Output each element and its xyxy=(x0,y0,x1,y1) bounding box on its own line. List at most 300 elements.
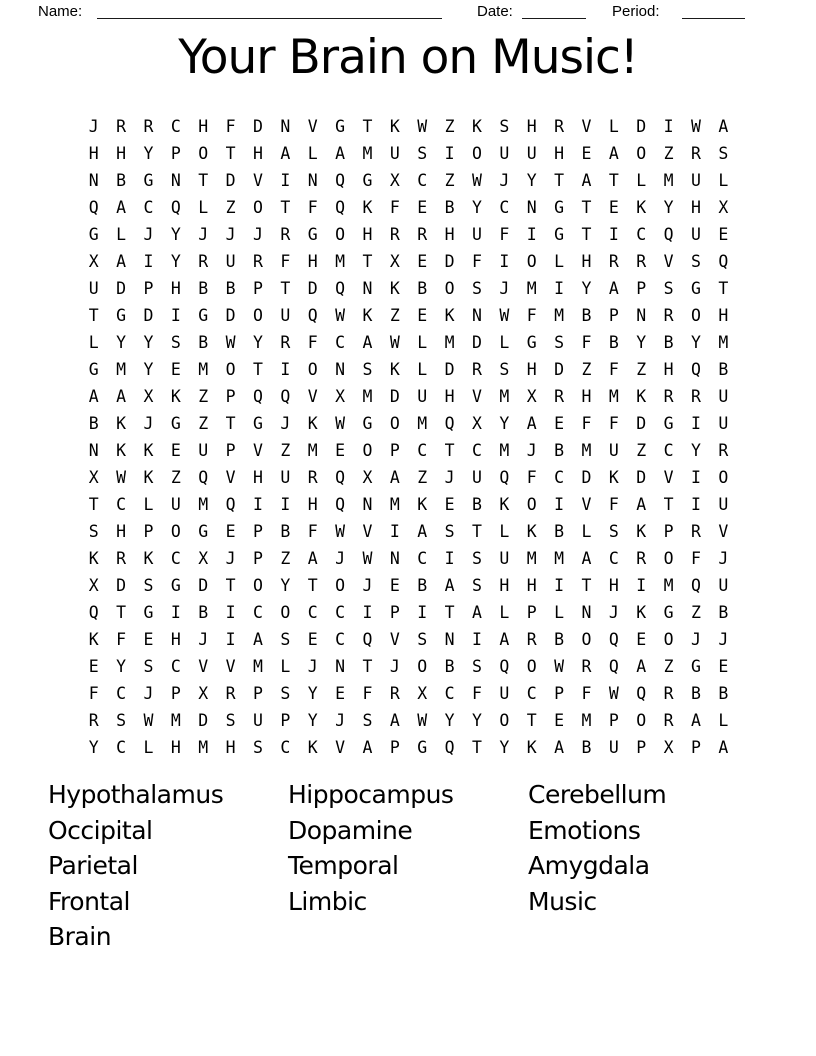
grid-letter: R xyxy=(88,711,99,730)
grid-letter: N xyxy=(335,657,346,676)
grid-letter: V xyxy=(252,171,263,190)
grid-letter: C xyxy=(471,441,482,460)
grid-letter: Q xyxy=(225,495,236,514)
grid-letter: J xyxy=(335,711,346,730)
grid-letter: Y xyxy=(88,738,99,757)
grid-letter: G xyxy=(335,117,346,136)
grid-letter: P xyxy=(225,387,236,406)
grid-letter: Y xyxy=(444,711,455,730)
grid-letter: R xyxy=(581,657,592,676)
grid-letter: V xyxy=(389,630,400,649)
grid-letter: Q xyxy=(335,171,346,190)
grid-letter: E xyxy=(335,441,346,460)
grid-letter: S xyxy=(417,144,428,163)
grid-letter: W xyxy=(389,333,400,352)
grid-letter: F xyxy=(88,684,99,703)
grid-letter: C xyxy=(143,198,154,217)
grid-letter: I xyxy=(554,576,565,595)
grid-letter: U xyxy=(608,441,619,460)
word-list-column xyxy=(48,777,223,955)
grid-letter: K xyxy=(389,117,400,136)
grid-letter: U xyxy=(389,144,400,163)
grid-letter: H xyxy=(554,144,565,163)
grid-letter: Y xyxy=(636,333,647,352)
grid-letter: U xyxy=(280,468,291,487)
grid-letter: O xyxy=(471,144,482,163)
grid-letter: T xyxy=(88,495,99,514)
grid-letter: L xyxy=(417,333,428,352)
grid-letter: H xyxy=(444,387,455,406)
grid-letter: Z xyxy=(417,468,428,487)
grid-letter: P xyxy=(252,549,263,568)
grid-letter: Q xyxy=(335,495,346,514)
grid-letter: E xyxy=(718,657,729,676)
grid-letter: F xyxy=(526,468,537,487)
grid-letter: Q xyxy=(636,684,647,703)
grid-letter: Y xyxy=(143,360,154,379)
grid-letter: B xyxy=(88,414,99,433)
grid-letter: S xyxy=(143,576,154,595)
grid-letter: M xyxy=(444,333,455,352)
grid-letter: C xyxy=(280,738,291,757)
grid-letter: X xyxy=(198,549,209,568)
grid-letter: B xyxy=(581,738,592,757)
grid-letter: H xyxy=(444,225,455,244)
grid-letter: M xyxy=(581,711,592,730)
grid-letter: J xyxy=(389,657,400,676)
grid-letter: I xyxy=(280,171,291,190)
grid-letter: J xyxy=(280,414,291,433)
grid-letter: T xyxy=(362,117,373,136)
grid-letter: G xyxy=(362,414,373,433)
grid-letter: H xyxy=(198,117,209,136)
grid-letter: I xyxy=(417,603,428,622)
grid-letter: U xyxy=(499,144,510,163)
grid-letter: W xyxy=(335,522,346,541)
grid-letter: J xyxy=(143,414,154,433)
grid-letter: J xyxy=(526,441,537,460)
grid-letter: R xyxy=(526,630,537,649)
grid-letter: S xyxy=(554,333,565,352)
grid-letter: P xyxy=(636,279,647,298)
grid-letter: I xyxy=(362,603,373,622)
grid-letter: Y xyxy=(143,144,154,163)
grid-letter: D xyxy=(444,252,455,271)
grid-letter: X xyxy=(88,468,99,487)
grid-letter: O xyxy=(636,144,647,163)
grid-letter: W xyxy=(471,171,482,190)
grid-letter: L xyxy=(718,711,729,730)
grid-letter: C xyxy=(170,549,181,568)
grid-letter: Q xyxy=(170,198,181,217)
grid-letter: F xyxy=(471,252,482,271)
grid-letter: B xyxy=(554,630,565,649)
grid-letter: O xyxy=(526,252,537,271)
grid-letter: R xyxy=(471,360,482,379)
grid-letter: V xyxy=(362,522,373,541)
grid-letter: A xyxy=(389,711,400,730)
grid-letter: R xyxy=(663,684,674,703)
grid-letter: E xyxy=(417,306,428,325)
grid-letter: I xyxy=(225,603,236,622)
grid-letter: W xyxy=(554,657,565,676)
grid-letter: G xyxy=(170,576,181,595)
grid-letter: S xyxy=(663,279,674,298)
grid-letter: P xyxy=(389,738,400,757)
grid-letter: R xyxy=(417,225,428,244)
grid-letter: U xyxy=(690,225,701,244)
grid-letter: K xyxy=(526,738,537,757)
grid-letter: V xyxy=(663,252,674,271)
word-list-item: Music xyxy=(528,886,597,916)
grid-letter: V xyxy=(307,387,318,406)
grid-letter: V xyxy=(663,468,674,487)
grid-letter: G xyxy=(417,738,428,757)
grid-letter: W xyxy=(116,468,127,487)
grid-letter: E xyxy=(170,360,181,379)
grid-letter: X xyxy=(362,468,373,487)
grid-letter: G xyxy=(88,225,99,244)
grid-letter: Q xyxy=(198,468,209,487)
grid-letter: G xyxy=(143,171,154,190)
grid-letter: C xyxy=(335,630,346,649)
word-list-item: Cerebellum xyxy=(528,780,667,809)
word-list-item: Occipital xyxy=(48,815,153,845)
grid-letter: J xyxy=(198,630,209,649)
grid-letter: F xyxy=(499,225,510,244)
grid-letter: O xyxy=(335,225,346,244)
grid-letter: V xyxy=(335,738,346,757)
grid-letter: V xyxy=(718,522,729,541)
grid-letter: Y xyxy=(663,198,674,217)
grid-letter: B xyxy=(718,684,729,703)
grid-letter: R xyxy=(116,117,127,136)
grid-letter: W xyxy=(608,684,619,703)
grid-letter: K xyxy=(636,603,647,622)
grid-letter: I xyxy=(690,495,701,514)
grid-letter: Y xyxy=(143,333,154,352)
grid-letter: S xyxy=(170,333,181,352)
grid-letter: N xyxy=(280,117,291,136)
grid-letter: T xyxy=(471,522,482,541)
grid-letter: S xyxy=(252,738,263,757)
grid-letter: Z xyxy=(663,144,674,163)
grid-letter: R xyxy=(636,252,647,271)
grid-letter: M xyxy=(499,441,510,460)
grid-letter: O xyxy=(198,144,209,163)
grid-letter: S xyxy=(88,522,99,541)
grid-letter: G xyxy=(690,279,701,298)
grid-letter: H xyxy=(608,576,619,595)
grid-letter: M xyxy=(170,711,181,730)
grid-letter: M xyxy=(526,549,537,568)
grid-letter: W xyxy=(499,306,510,325)
grid-letter: G xyxy=(663,414,674,433)
grid-letter: K xyxy=(636,522,647,541)
grid-letter: O xyxy=(417,657,428,676)
grid-letter: C xyxy=(116,684,127,703)
grid-letter: Z xyxy=(170,468,181,487)
grid-letter: Z xyxy=(389,306,400,325)
grid-letter: U xyxy=(718,387,729,406)
grid-letter: R xyxy=(608,252,619,271)
grid-letter: I xyxy=(471,630,482,649)
word-list-item: Brain xyxy=(48,922,112,952)
grid-letter: Q xyxy=(444,414,455,433)
grid-letter: M xyxy=(116,360,127,379)
grid-letter: H xyxy=(718,306,729,325)
grid-letter: T xyxy=(444,603,455,622)
grid-letter: K xyxy=(362,306,373,325)
grid-letter: B xyxy=(471,495,482,514)
grid-letter: U xyxy=(280,306,291,325)
grid-letter: F xyxy=(362,684,373,703)
grid-letter: Z xyxy=(581,360,592,379)
grid-letter: L xyxy=(280,657,291,676)
grid-letter: U xyxy=(718,495,729,514)
grid-letter: Q xyxy=(88,603,99,622)
grid-letter: R xyxy=(690,387,701,406)
grid-letter: B xyxy=(417,576,428,595)
grid-letter: R xyxy=(280,225,291,244)
grid-letter: U xyxy=(526,144,537,163)
grid-letter: X xyxy=(389,252,400,271)
grid-letter: X xyxy=(526,387,537,406)
grid-letter: W xyxy=(690,117,701,136)
grid-letter: I xyxy=(526,225,537,244)
grid-letter: L xyxy=(718,171,729,190)
grid-letter: H xyxy=(663,360,674,379)
grid-letter: Y xyxy=(499,738,510,757)
grid-letter: R xyxy=(663,387,674,406)
grid-letter: M xyxy=(389,495,400,514)
grid-letter: I xyxy=(554,495,565,514)
grid-letter: O xyxy=(335,576,346,595)
grid-letter: Y xyxy=(307,684,318,703)
grid-letter: H xyxy=(116,522,127,541)
grid-letter: O xyxy=(499,711,510,730)
grid-letter: N xyxy=(389,549,400,568)
grid-letter: Q xyxy=(499,657,510,676)
grid-letter: A xyxy=(417,522,428,541)
grid-letter: J xyxy=(499,279,510,298)
grid-letter: N xyxy=(88,441,99,460)
grid-letter: F xyxy=(225,117,236,136)
grid-letter: Z xyxy=(198,414,209,433)
grid-letter: Z xyxy=(444,117,455,136)
grid-letter: C xyxy=(444,684,455,703)
grid-letter: K xyxy=(526,522,537,541)
grid-letter: O xyxy=(718,468,729,487)
grid-letter: U xyxy=(499,549,510,568)
grid-letter: V xyxy=(581,495,592,514)
grid-letter: I xyxy=(690,414,701,433)
grid-letter: Y xyxy=(581,279,592,298)
grid-letter: K xyxy=(389,279,400,298)
grid-letter: B xyxy=(718,603,729,622)
grid-letter: Q xyxy=(307,306,318,325)
grid-letter: Y xyxy=(526,171,537,190)
grid-letter: F xyxy=(307,522,318,541)
grid-letter: K xyxy=(636,198,647,217)
grid-letter: A xyxy=(335,144,346,163)
grid-letter: C xyxy=(335,603,346,622)
grid-letter: N xyxy=(444,630,455,649)
grid-letter: D xyxy=(636,414,647,433)
grid-letter: K xyxy=(608,468,619,487)
grid-letter: T xyxy=(362,657,373,676)
grid-letter: X xyxy=(335,387,346,406)
grid-letter: R xyxy=(554,387,565,406)
grid-letter: Q xyxy=(718,252,729,271)
grid-letter: P xyxy=(663,522,674,541)
grid-letter: M xyxy=(581,441,592,460)
grid-letter: P xyxy=(608,306,619,325)
grid-letter: C xyxy=(116,495,127,514)
grid-letter: O xyxy=(526,657,537,676)
grid-letter: F xyxy=(116,630,127,649)
grid-letter: U xyxy=(88,279,99,298)
grid-letter: T xyxy=(280,279,291,298)
grid-letter: S xyxy=(499,360,510,379)
grid-letter: I xyxy=(444,549,455,568)
grid-letter: K xyxy=(170,387,181,406)
grid-letter: A xyxy=(690,711,701,730)
grid-letter: L xyxy=(307,144,318,163)
grid-letter: B xyxy=(554,441,565,460)
grid-letter: R xyxy=(554,117,565,136)
grid-letter: A xyxy=(307,549,318,568)
grid-letter: Y xyxy=(116,657,127,676)
grid-letter: D xyxy=(554,360,565,379)
grid-letter: H xyxy=(526,576,537,595)
grid-letter: Y xyxy=(252,333,263,352)
grid-letter: G xyxy=(690,657,701,676)
grid-letter: U xyxy=(471,468,482,487)
grid-letter: W xyxy=(143,711,154,730)
grid-letter: Y xyxy=(170,225,181,244)
grid-letter: A xyxy=(718,738,729,757)
grid-letter: M xyxy=(663,171,674,190)
grid-letter: E xyxy=(554,711,565,730)
grid-letter: C xyxy=(170,657,181,676)
grid-letter: Q xyxy=(663,225,674,244)
grid-letter: N xyxy=(362,495,373,514)
word-list-item: Parietal xyxy=(48,851,138,881)
word-list-item: Amygdala xyxy=(528,851,650,881)
name-blank-line xyxy=(97,18,442,19)
grid-letter: R xyxy=(663,306,674,325)
grid-letter: A xyxy=(252,630,263,649)
grid-letter: L xyxy=(143,495,154,514)
grid-letter: R xyxy=(636,549,647,568)
word-list-item: Dopamine xyxy=(288,815,413,845)
grid-letter: I xyxy=(499,252,510,271)
grid-letter: B xyxy=(198,279,209,298)
grid-letter: L xyxy=(417,360,428,379)
grid-letter: S xyxy=(417,630,428,649)
grid-letter: S xyxy=(280,630,291,649)
grid-letter: N xyxy=(636,306,647,325)
grid-letter: F xyxy=(581,414,592,433)
grid-letter: L xyxy=(554,252,565,271)
grid-letter: C xyxy=(252,603,263,622)
grid-letter: H xyxy=(170,279,181,298)
grid-letter: E xyxy=(581,144,592,163)
grid-letter: U xyxy=(417,387,428,406)
grid-letter: S xyxy=(471,549,482,568)
date-label: Date: xyxy=(477,3,513,20)
grid-letter: K xyxy=(471,117,482,136)
grid-letter: M xyxy=(718,333,729,352)
grid-letter: K xyxy=(499,495,510,514)
grid-letter: H xyxy=(499,576,510,595)
grid-letter: S xyxy=(608,522,619,541)
grid-letter: K xyxy=(116,414,127,433)
grid-letter: I xyxy=(444,144,455,163)
grid-letter: Y xyxy=(170,252,181,271)
grid-letter: C xyxy=(663,441,674,460)
grid-letter: T xyxy=(252,360,263,379)
grid-letter: R xyxy=(225,684,236,703)
grid-letter: J xyxy=(143,225,154,244)
grid-letter: U xyxy=(718,414,729,433)
grid-letter: B xyxy=(718,360,729,379)
grid-letter: C xyxy=(526,684,537,703)
grid-letter: D xyxy=(198,711,209,730)
grid-letter: Q xyxy=(88,198,99,217)
grid-letter: Z xyxy=(225,198,236,217)
grid-letter: J xyxy=(444,468,455,487)
grid-letter: V xyxy=(581,117,592,136)
grid-letter: O xyxy=(252,306,263,325)
grid-letter: C xyxy=(335,333,346,352)
grid-letter: D xyxy=(143,306,154,325)
grid-letter: S xyxy=(471,279,482,298)
grid-letter: X xyxy=(471,414,482,433)
grid-letter: V xyxy=(307,117,318,136)
grid-letter: S xyxy=(471,576,482,595)
grid-letter: D xyxy=(389,387,400,406)
grid-letter: I xyxy=(280,495,291,514)
grid-letter: C xyxy=(116,738,127,757)
grid-letter: R xyxy=(198,252,209,271)
grid-letter: B xyxy=(663,333,674,352)
grid-letter: R xyxy=(307,468,318,487)
grid-letter: A xyxy=(636,657,647,676)
grid-letter: J xyxy=(225,225,236,244)
grid-letter: H xyxy=(581,387,592,406)
grid-letter: S xyxy=(280,684,291,703)
grid-letter: E xyxy=(335,684,346,703)
grid-letter: L xyxy=(608,117,619,136)
grid-letter: L xyxy=(499,333,510,352)
grid-letter: S xyxy=(143,657,154,676)
grid-letter: P xyxy=(170,144,181,163)
grid-letter: W xyxy=(417,117,428,136)
grid-letter: X xyxy=(88,576,99,595)
grid-letter: M xyxy=(526,279,537,298)
grid-letter: Q xyxy=(335,279,346,298)
grid-letter: Q xyxy=(335,198,346,217)
grid-letter: U xyxy=(499,684,510,703)
grid-letter: T xyxy=(526,711,537,730)
grid-letter: H xyxy=(526,117,537,136)
grid-letter: M xyxy=(198,738,209,757)
grid-letter: A xyxy=(581,549,592,568)
grid-letter: I xyxy=(690,468,701,487)
grid-letter: R xyxy=(252,252,263,271)
